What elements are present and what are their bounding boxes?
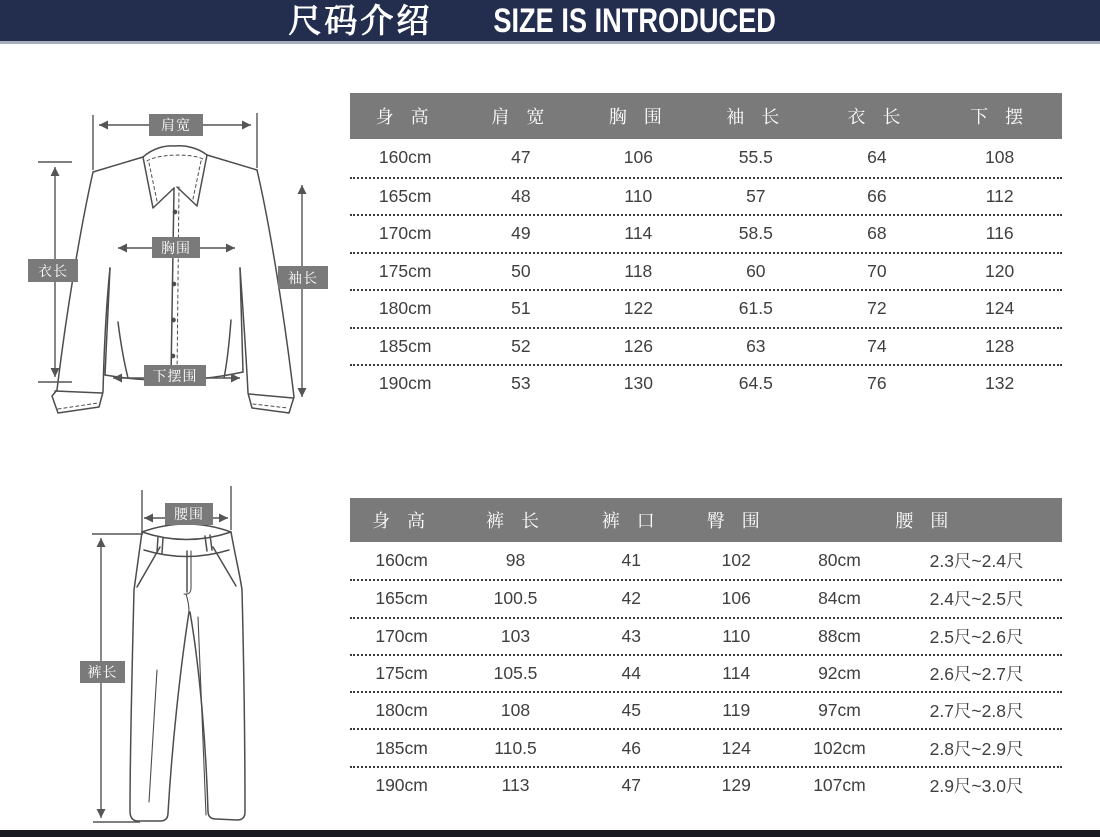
table-cell: 180cm: [378, 298, 432, 319]
table-cell: 118: [624, 260, 653, 281]
column-header: 裤 口: [601, 511, 661, 531]
table-cell: 114: [722, 663, 751, 684]
sleeve-length-label: 袖长: [278, 266, 328, 289]
table-cell: 2.9尺~3.0尺: [929, 775, 1024, 796]
table-cell: 190cm: [378, 373, 432, 394]
table-cell: 112: [985, 185, 1014, 206]
table-cell: 106: [623, 147, 653, 168]
table-cell: 100.5: [493, 588, 538, 609]
table-cell: 170cm: [375, 625, 428, 646]
table-cell: 170cm: [378, 223, 432, 244]
table-cell: 190cm: [375, 774, 428, 795]
table-cell: 63: [746, 335, 766, 356]
table-cell: 185cm: [375, 737, 428, 758]
table-cell: 2.7尺~2.8尺: [929, 701, 1024, 722]
table-cell: 98: [505, 550, 526, 571]
column-header: 腰 围: [895, 511, 955, 531]
table-cell: 2.4尺~2.5尺: [929, 589, 1024, 610]
column-header: 身 高: [375, 107, 435, 127]
table-row: [350, 214, 1062, 252]
pants-table-header: [350, 498, 1062, 542]
table-cell: 160cm: [375, 550, 428, 571]
table-cell: 113: [501, 774, 530, 795]
chest-label: 胸围: [152, 237, 200, 258]
table-row: [350, 542, 1062, 579]
table-cell: 61.5: [738, 298, 773, 319]
table-row: [350, 177, 1062, 215]
column-header: 袖 长: [726, 107, 786, 127]
table-cell: 97cm: [818, 700, 861, 721]
table-cell: 88cm: [818, 625, 861, 646]
column-header: 身 高: [372, 511, 432, 531]
table-cell: 48: [511, 185, 531, 206]
table-cell: 41: [621, 550, 641, 571]
table-row: [350, 252, 1062, 290]
table-cell: 50: [511, 260, 531, 281]
clothes-length-label: 衣长: [28, 259, 78, 282]
table-cell: 110: [624, 185, 653, 206]
column-header: 下 摆: [970, 107, 1030, 127]
table-cell: 105.5: [493, 663, 538, 684]
table-cell: 175cm: [375, 663, 428, 684]
table-cell: 185cm: [378, 335, 432, 356]
pants-diagram: [60, 470, 350, 837]
shoulder-width-label: 肩宽: [149, 114, 203, 136]
table-cell: 120: [985, 260, 1015, 281]
table-cell: 116: [985, 223, 1014, 244]
column-header: 裤 长: [486, 511, 546, 531]
table-row: [350, 691, 1062, 728]
table-cell: 107cm: [813, 774, 866, 795]
table-row: [350, 766, 1062, 803]
table-cell: 130: [623, 373, 653, 394]
table-cell: 80cm: [818, 550, 861, 571]
table-cell: 119: [722, 700, 751, 721]
table-cell: 102: [721, 550, 751, 571]
table-cell: 53: [511, 373, 531, 394]
table-cell: 114: [624, 223, 653, 244]
table-cell: 49: [511, 223, 531, 244]
table-cell: 47: [511, 147, 531, 168]
table-cell: 128: [985, 335, 1015, 356]
table-cell: 122: [623, 298, 653, 319]
column-header: 肩 宽: [491, 107, 551, 127]
shirt-size-table: [350, 93, 1062, 402]
table-cell: 72: [867, 298, 887, 319]
table-cell: 126: [623, 335, 653, 356]
table-cell: 57: [746, 185, 766, 206]
bottom-divider-bar: [0, 830, 1100, 837]
shirt-table-body: [350, 139, 1062, 402]
table-cell: 70: [867, 260, 887, 281]
table-cell: 124: [721, 737, 751, 758]
pants-table-body: [350, 542, 1062, 803]
hem-label: 下摆围: [144, 365, 206, 386]
table-row: [350, 728, 1062, 765]
table-cell: 2.6尺~2.7尺: [929, 664, 1024, 685]
table-row: [350, 654, 1062, 691]
table-row: [350, 579, 1062, 616]
table-cell: 103: [500, 625, 531, 646]
table-cell: 124: [985, 298, 1015, 319]
table-cell: 74: [867, 335, 887, 356]
table-cell: 58.5: [738, 223, 773, 244]
column-header: 衣 长: [847, 107, 907, 127]
page-title-zh: 尺码介绍: [288, 2, 433, 39]
table-cell: 129: [721, 774, 751, 795]
table-cell: 64.5: [738, 373, 773, 394]
table-cell: 2.3尺~2.4尺: [929, 551, 1024, 572]
table-cell: 2.8尺~2.9尺: [929, 738, 1024, 759]
table-cell: 43: [621, 625, 641, 646]
table-row: [350, 364, 1062, 402]
table-cell: 66: [867, 185, 887, 206]
column-header: 臀 围: [706, 511, 766, 531]
table-cell: 106: [721, 588, 751, 609]
table-row: [350, 289, 1062, 327]
waist-label: 腰围: [165, 503, 213, 525]
table-cell: 44: [621, 663, 641, 684]
table-cell: 68: [867, 223, 887, 244]
table-row: [350, 327, 1062, 365]
table-cell: 47: [621, 774, 641, 795]
table-cell: 46: [621, 737, 641, 758]
table-cell: 102cm: [813, 737, 866, 758]
pants-length-label: 裤长: [80, 661, 125, 683]
page-title-en: SIZE IS INTRODUCED: [493, 1, 777, 40]
table-cell: 42: [621, 588, 641, 609]
table-cell: 108: [500, 700, 531, 721]
table-row: [350, 139, 1062, 177]
table-cell: 45: [621, 700, 641, 721]
table-cell: 52: [511, 335, 531, 356]
table-cell: 165cm: [375, 588, 428, 609]
table-cell: 51: [511, 298, 531, 319]
table-cell: 64: [867, 147, 887, 168]
column-header: 胸 围: [608, 107, 668, 127]
table-cell: 60: [746, 260, 766, 281]
table-cell: 92cm: [818, 663, 861, 684]
table-cell: 55.5: [738, 147, 773, 168]
table-cell: 2.5尺~2.6尺: [929, 626, 1024, 647]
table-cell: 108: [985, 147, 1015, 168]
table-cell: 175cm: [378, 260, 432, 281]
table-cell: 110.5: [494, 737, 537, 758]
page-header: [0, 0, 1100, 44]
table-cell: 165cm: [378, 185, 432, 206]
table-cell: 84cm: [818, 588, 861, 609]
table-cell: 76: [867, 373, 887, 394]
table-cell: 110: [722, 625, 751, 646]
table-cell: 180cm: [375, 700, 428, 721]
table-cell: 132: [985, 373, 1015, 394]
table-cell: 160cm: [378, 147, 432, 168]
shirt-table-header: [350, 93, 1062, 139]
pants-size-table: [350, 498, 1062, 803]
table-row: [350, 617, 1062, 654]
